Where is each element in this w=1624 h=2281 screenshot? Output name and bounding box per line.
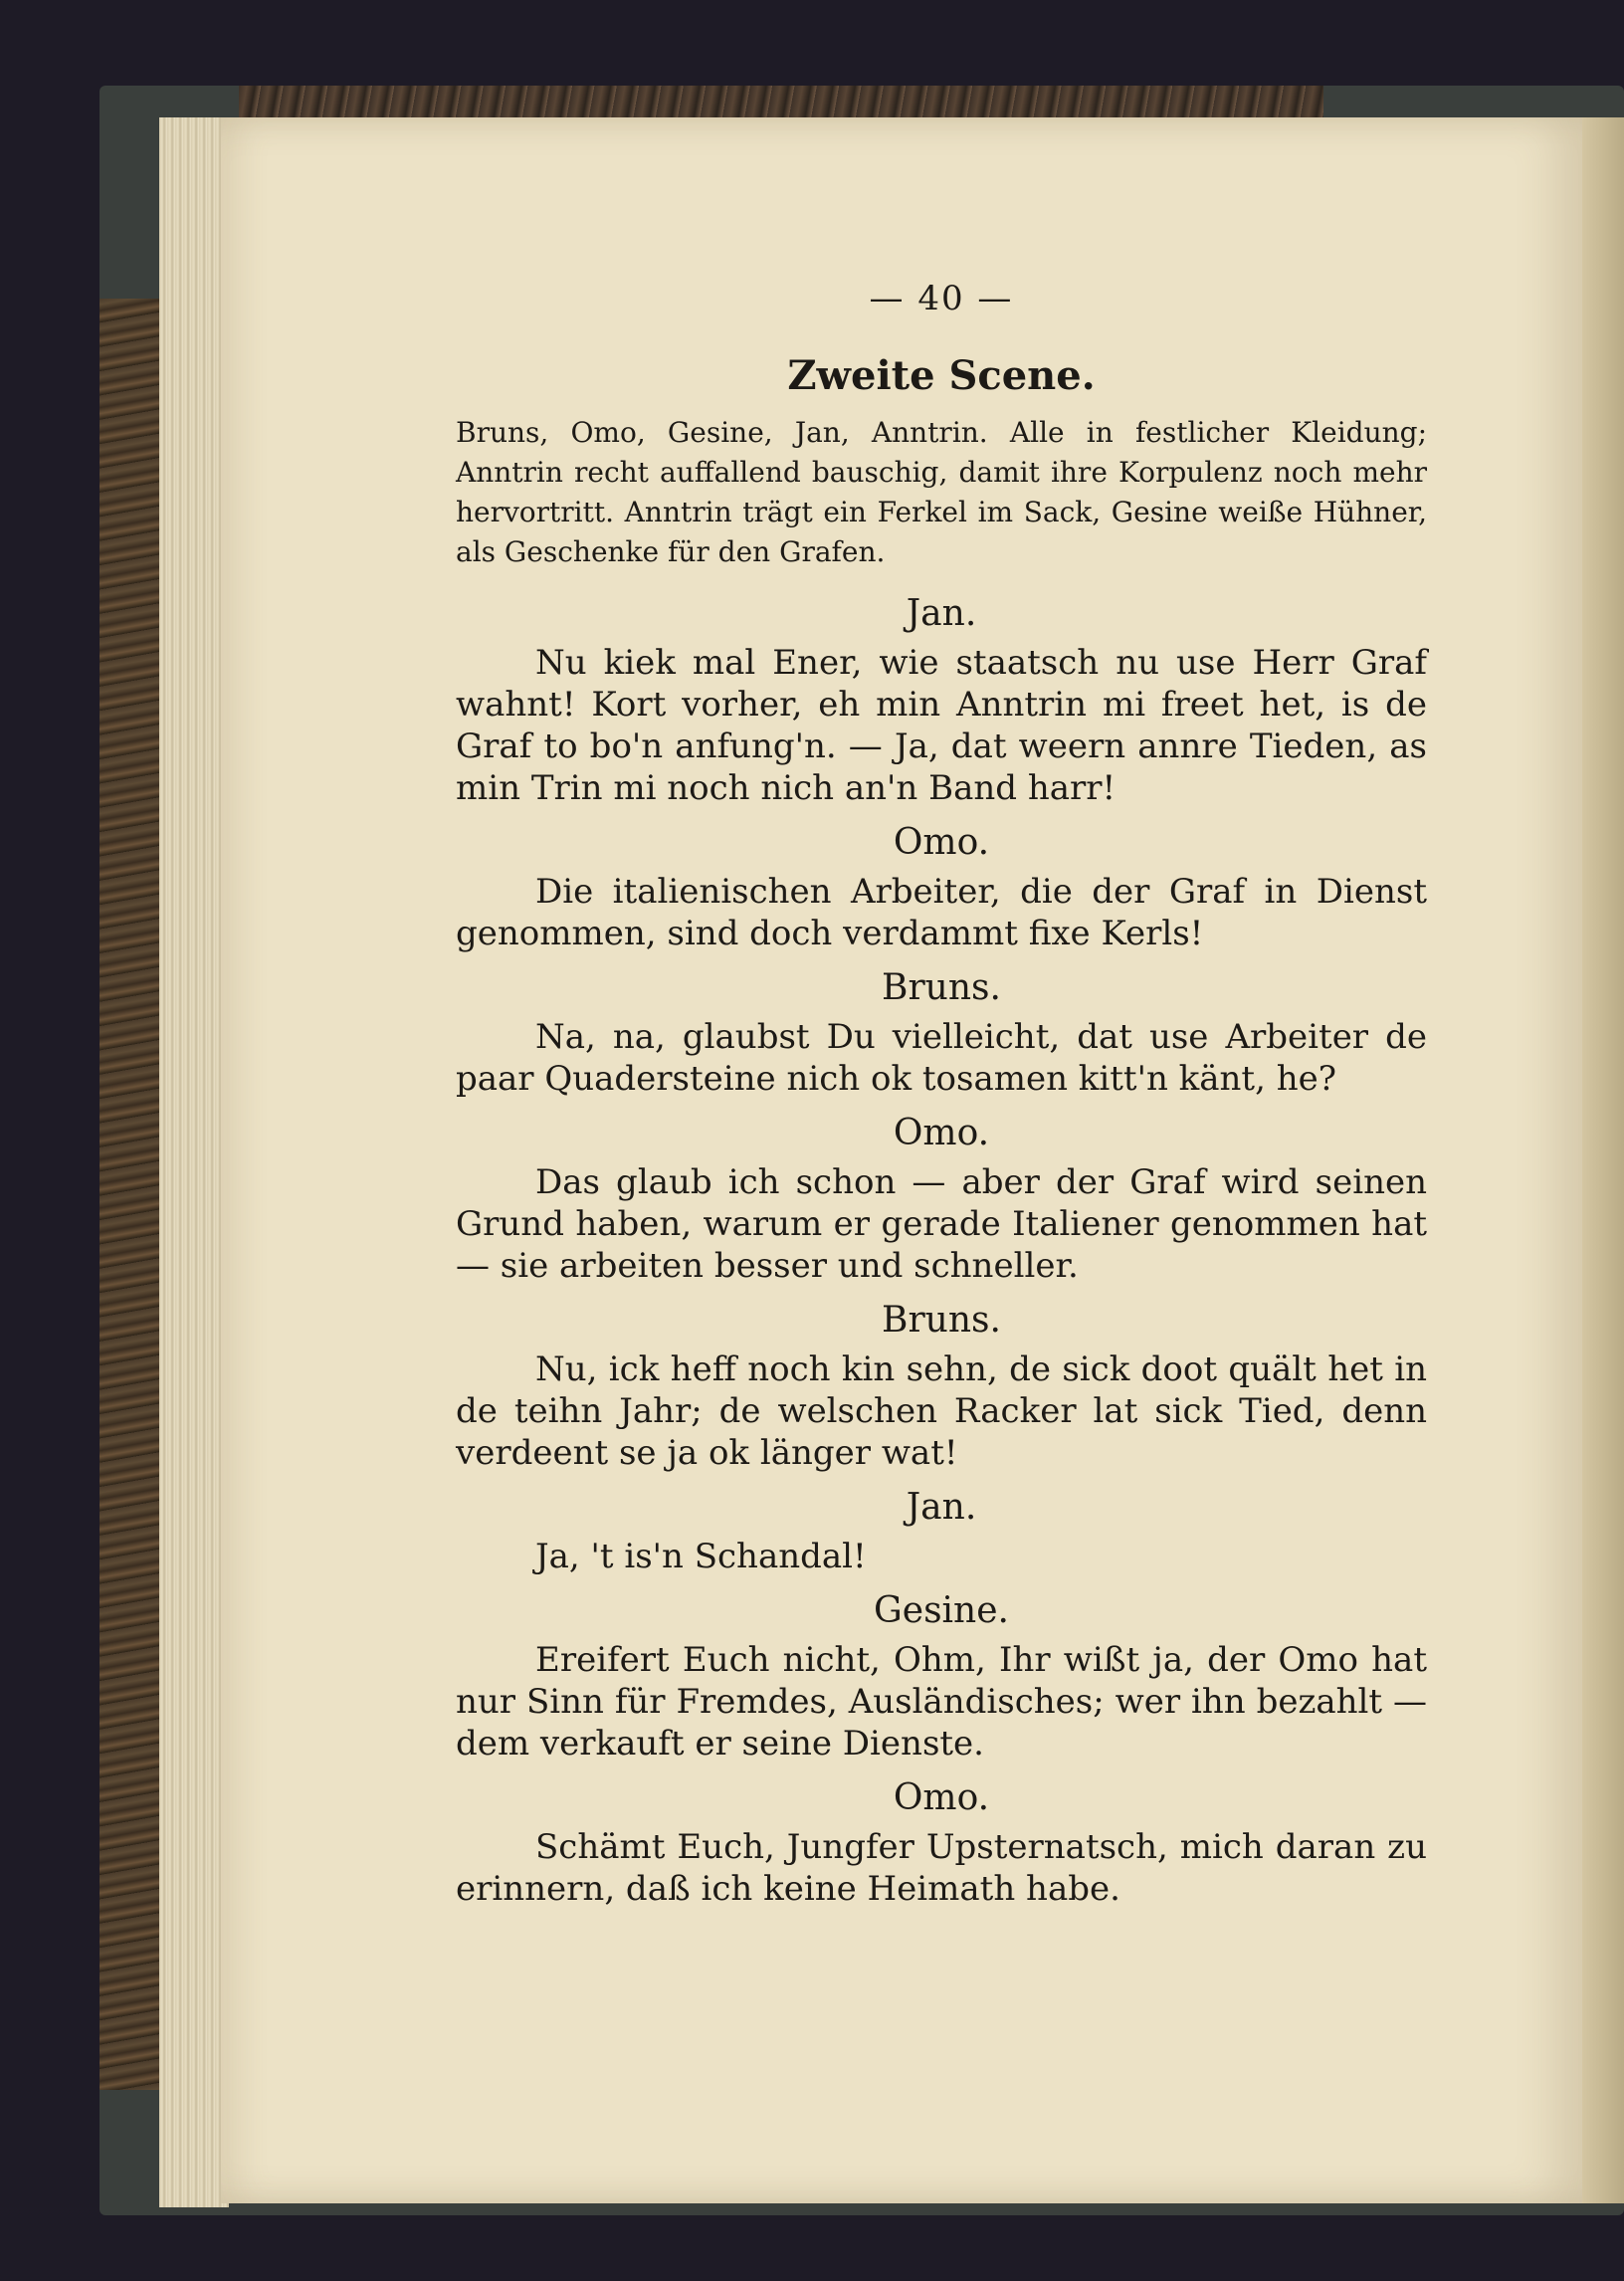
speaker-name: Omo.: [893, 1777, 990, 1818]
speaker-name: Bruns.: [882, 967, 1001, 1008]
dialogue-block: [456, 1110, 1427, 1287]
speaker-name: Gesine.: [874, 1590, 1009, 1631]
speaker-name: Omo.: [893, 1113, 990, 1153]
page-number: — 40 —: [869, 279, 1014, 318]
dialogue-line: Na, na, glaubst Du vielleicht, dat use Arbeiter de paar Quadersteine nich ok tosamen kitt'n känt, he?: [456, 1017, 1427, 1099]
dialogue-line: Ereifert Euch nicht, Ohm, Ihr wißt ja, der Omo hat nur Sinn für Fremdes, Ausländisches; wer ihn bezahlt — dem verkauft er seine Dienste.: [456, 1640, 1427, 1763]
page-text: [456, 279, 1427, 1910]
speaker-name: Omo.: [893, 822, 990, 863]
dialogue-line: Schämt Euch, Jungfer Upsternatsch, mich daran zu erinnern, daß ich keine Heimath habe.: [456, 1827, 1427, 1909]
stage-direction: Bruns, Omo, Gesine, Jan, Anntrin. Alle in festlicher Kleidung; Anntrin recht auffallend bauschig, damit ihre Korpulenz noch mehr hervortritt. Anntrin trägt ein Ferkel im Sack, Gesine weiße Hühner, als Geschenke für den Grafen.: [456, 416, 1427, 568]
dialogue-block: [456, 1297, 1427, 1474]
dialogue-block: [456, 590, 1427, 809]
dialogue-line: Das glaub ich schon — aber der Graf wird seinen Grund haben, warum er gerade Italiener genommen hat — sie arbeiten besser und schneller.: [456, 1162, 1427, 1286]
dialogue-block: [456, 1484, 1427, 1577]
dialogue-line: Die italienischen Arbeiter, die der Graf in Dienst genommen, sind doch verdammt fixe Kerls!: [456, 872, 1427, 953]
dialogue-line: Nu, ick heff noch kin sehn, de sick doot quält het in de teihn Jahr; de welschen Racker lat sick Tied, denn verdeent se ja ok länger wat!: [456, 1349, 1427, 1473]
speaker-name: Bruns.: [882, 1300, 1001, 1341]
page-gutter: [1582, 117, 1624, 2203]
dialogue-block: [456, 1587, 1427, 1764]
speaker-name: Jan.: [906, 1487, 977, 1528]
dialogue-line: Nu kiek mal Ener, wie staatsch nu use Herr Graf wahnt! Kort vorher, eh min Anntrin mi freet het, is de Graf to bo'n anfung'n. — Ja, dat weern annre Tieden, as min Trin mi noch nich an'n Band harr!: [456, 643, 1427, 808]
speaker-name: Jan.: [906, 593, 977, 634]
scene-title: Zweite Scene.: [787, 352, 1096, 399]
dialogue-block: [456, 964, 1427, 1100]
dialogue-block: [456, 819, 1427, 954]
dialogue-line: Ja, 't is'n Schandal!: [535, 1537, 867, 1576]
page-edges: [159, 117, 229, 2207]
dialogue-block: [456, 1774, 1427, 1910]
